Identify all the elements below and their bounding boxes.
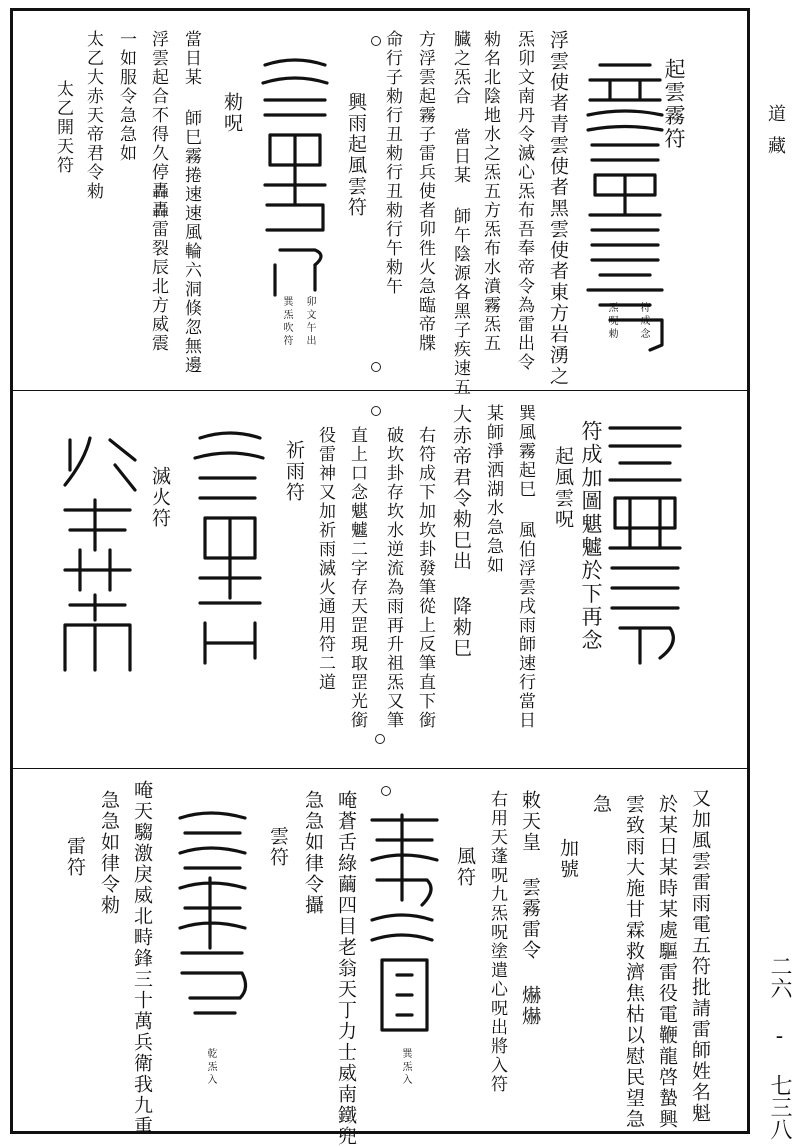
text-line: 破坎卦存坎水逆流為雨再升祖炁又筆 — [383, 426, 403, 730]
wind-talisman — [362, 810, 447, 1040]
note-recite: 符成念 — [638, 302, 649, 341]
circle-mark — [371, 36, 381, 46]
text-line: 浮雲起合不得久停轟轟雷裂辰北方威震 — [148, 30, 168, 353]
circle-mark — [371, 362, 381, 372]
wind-cloud-talisman — [600, 418, 690, 668]
note-blow-talisman: 巽炁吹符 — [281, 296, 292, 348]
text-line: 某師淨洒湖水急急如 — [483, 404, 503, 575]
text-line: 役雷神又加祈雨滅火通用符二道 — [315, 426, 335, 692]
rain-prayer-talisman — [185, 428, 270, 668]
text-line: 炁卯文南丹令滅心炁布吾奉帝令為雷出令 — [514, 30, 534, 372]
heading-wind-talisman: 風符 — [454, 846, 476, 888]
heading-fire-extinguish-talisman: 滅火符 — [149, 466, 171, 529]
page-number: 二六 - 七三八 — [767, 955, 792, 1140]
heading-rain-prayer-talisman: 祈雨符 — [283, 440, 305, 503]
rain-wind-cloud-talisman — [255, 55, 335, 300]
section-divider — [10, 768, 750, 769]
text-line: 臓之炁合 當日某 師午陰源各黑子疾速五 — [450, 30, 470, 397]
fire-extinguish-talisman — [55, 430, 140, 675]
heading-cloud-fog-talisman: 起雲霧符 — [662, 58, 686, 151]
section-divider — [10, 390, 750, 391]
canon-title: 道藏 — [765, 104, 786, 168]
text-line: 當日某 師巳霧捲速速風輪六洞倏忽無邊 — [181, 30, 201, 375]
text-line: 於某日某時某處驅雷役電鞭龍啓蟄興 — [656, 794, 678, 1130]
heading-cloud-talisman: 雲符 — [267, 826, 289, 868]
circle-mark — [375, 734, 385, 744]
text-line: 浮雲使者青雲使者黑雲使者東方岩湧之 — [547, 30, 569, 387]
text-line: 又加風雲雷雨電五符批請雷師姓名魁 — [689, 788, 711, 1124]
heading-edict-incantation: 勑呪 — [221, 92, 243, 134]
cloud-fog-talisman — [580, 55, 670, 355]
text-line: 右用天蓬呪九炁呪塗遣心呪出將入符 — [487, 790, 507, 1094]
text-line: 太乙大赤天帝君令勑 — [83, 30, 103, 201]
note-qian-qi: 乾炁入 — [205, 1048, 216, 1087]
heading-wind-cloud-incantation: 起風雲呪 — [552, 446, 574, 530]
thunder-talisman — [170, 808, 255, 1028]
note-qi-incantation: 炁呪勑 — [606, 302, 617, 341]
text-line: 大赤帝君令勑巳出 降勑巳 — [450, 404, 472, 659]
circle-mark — [381, 786, 391, 796]
text-line: 雲致雨大施甘霖救濟焦枯以慰民望急 — [623, 794, 645, 1130]
text-line: 一如服令急急如 — [116, 30, 136, 163]
text-line: 敕天皇 雲霧雷令 爀爀 — [519, 790, 541, 1027]
heading-rain-wind-cloud-talisman: 興雨起風雲符 — [345, 92, 367, 218]
heading-thunder-talisman: 雷符 — [64, 836, 86, 878]
text-line: 方浮雲起霧子雷兵使者卯徃火急臨帝牒 — [415, 30, 435, 353]
text-line: 命行子勑行丑勑行丑勑行午勑午 — [382, 30, 402, 296]
text-line: 勑名北陰地水之炁五方炁布水濆霧炁五 — [480, 30, 500, 353]
heading-add-title: 加號 — [557, 838, 579, 880]
text-line: 急 — [590, 794, 612, 815]
circle-mark — [371, 406, 381, 416]
note-rise-wu: 卯文午出 — [304, 296, 315, 348]
text-line: 右符成下加坎卦發筆從上反筆直下銜 — [415, 426, 435, 730]
text-line: 符成加圖魌魖於下再念 — [579, 420, 603, 652]
heading-taiyi-talisman: 太乙開天符 — [53, 80, 73, 175]
text-line: 急急如律令攝 — [302, 790, 324, 916]
text-line: 唵蒼舌綠繭四目老翁天丁力士威南鐵兜 — [335, 790, 357, 1147]
text-line: 急急如律令勑 — [98, 790, 120, 916]
note-xun-qi: 巽炁入 — [400, 1048, 411, 1087]
text-line: 直上口念魌魖二字存天罡現取罡光銜 — [347, 426, 367, 730]
text-line: 巽風霧起巳 風伯浮雲戌雨師速行當日 — [515, 404, 535, 730]
text-line: 唵天騶激戾威北畤鋒三十萬兵衛我九重 — [131, 780, 153, 1137]
